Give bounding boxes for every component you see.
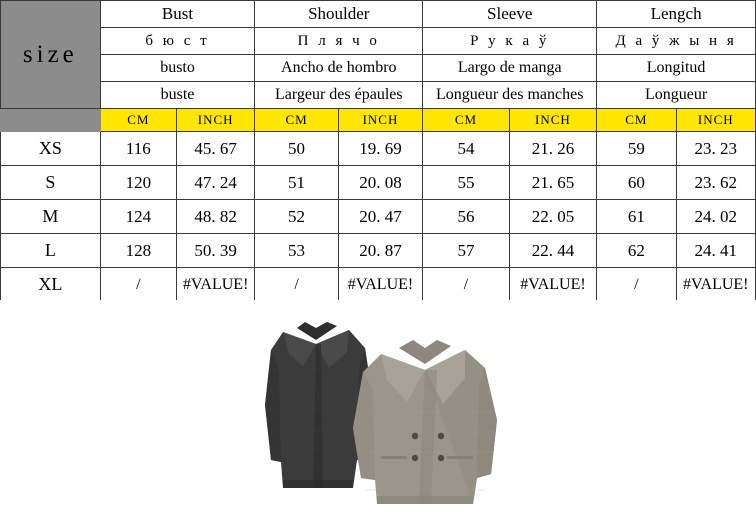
- table-row: [1, 268, 756, 302]
- column-header-sleeve-es: Largo de manga: [423, 55, 597, 82]
- cell-s-sleeve-inch: 21. 65: [509, 166, 597, 200]
- cell-xl-shoulder-inch: #VALUE!: [338, 268, 422, 302]
- column-header-shoulder-es: Ancho de hombro: [255, 55, 423, 82]
- table-row: [1, 132, 756, 166]
- header-row-spanish: [1, 55, 756, 82]
- cell-m-bust-inch: 48. 82: [177, 200, 255, 234]
- cell-l-length-inch: 24. 41: [676, 234, 755, 268]
- unit-bust-cm: CM: [100, 109, 176, 132]
- cell-l-shoulder-inch: 20. 87: [338, 234, 422, 268]
- size-label-cell: size: [1, 1, 101, 109]
- cell-m-bust-cm: 124: [100, 200, 176, 234]
- cell-m-shoulder-inch: 20. 47: [338, 200, 422, 234]
- unit-row-spacer: [1, 109, 101, 132]
- unit-bust-inch: INCH: [177, 109, 255, 132]
- cell-s-bust-inch: 47. 24: [177, 166, 255, 200]
- cell-xs-bust-cm: 116: [100, 132, 176, 166]
- cell-s-length-inch: 23. 62: [676, 166, 755, 200]
- cell-l-sleeve-cm: 57: [423, 234, 509, 268]
- column-header-bust-es: busto: [100, 55, 255, 82]
- column-header-length-en: Lengch: [597, 1, 756, 28]
- unit-shoulder-cm: CM: [255, 109, 338, 132]
- cell-xl-sleeve-inch: #VALUE!: [509, 268, 597, 302]
- cell-l-sleeve-inch: 22. 44: [509, 234, 597, 268]
- unit-sleeve-cm: CM: [423, 109, 509, 132]
- cell-s-bust-cm: 120: [100, 166, 176, 200]
- unit-sleeve-inch: INCH: [509, 109, 597, 132]
- column-header-length-ru: Д а ў ж ы н я: [597, 28, 756, 55]
- cell-l-shoulder-cm: 53: [255, 234, 338, 268]
- cell-xs-shoulder-inch: 19. 69: [338, 132, 422, 166]
- cell-xl-bust-inch: #VALUE!: [177, 268, 255, 302]
- coat-light-image: [345, 328, 505, 518]
- column-header-shoulder-ru: П л я ч о: [255, 28, 423, 55]
- cell-s-shoulder-cm: 51: [255, 166, 338, 200]
- cell-l-bust-inch: 50. 39: [177, 234, 255, 268]
- cell-xs-shoulder-cm: 50: [255, 132, 338, 166]
- cell-l-length-cm: 62: [597, 234, 676, 268]
- cell-m-sleeve-inch: 22. 05: [509, 200, 597, 234]
- column-header-sleeve-en: Sleeve: [423, 1, 597, 28]
- cell-l-bust-cm: 128: [100, 234, 176, 268]
- row-size-s: S: [1, 166, 101, 200]
- column-header-length-fr: Longueur: [597, 82, 756, 109]
- cell-xs-sleeve-cm: 54: [423, 132, 509, 166]
- cell-m-shoulder-cm: 52: [255, 200, 338, 234]
- cell-s-sleeve-cm: 55: [423, 166, 509, 200]
- unit-shoulder-inch: INCH: [338, 109, 422, 132]
- column-header-sleeve-ru: Р у к а ў: [423, 28, 597, 55]
- row-size-xl: XL: [1, 268, 101, 302]
- row-size-m: M: [1, 200, 101, 234]
- cell-s-length-cm: 60: [597, 166, 676, 200]
- cell-xl-shoulder-cm: /: [255, 268, 338, 302]
- header-row-english: [1, 1, 756, 28]
- cell-xl-length-cm: /: [597, 268, 676, 302]
- cell-s-shoulder-inch: 20. 08: [338, 166, 422, 200]
- column-header-shoulder-fr: Largeur des épaules: [255, 82, 423, 109]
- header-row-russian: [1, 28, 756, 55]
- column-header-length-es: Longitud: [597, 55, 756, 82]
- column-header-sleeve-fr: Longueur des manches: [423, 82, 597, 109]
- cell-xl-bust-cm: /: [100, 268, 176, 302]
- cell-xs-bust-inch: 45. 67: [177, 132, 255, 166]
- table-row: [1, 234, 756, 268]
- table-row: [1, 166, 756, 200]
- row-size-xs: XS: [1, 132, 101, 166]
- table-row: [1, 200, 756, 234]
- column-header-shoulder-en: Shoulder: [255, 1, 423, 28]
- cell-xl-sleeve-cm: /: [423, 268, 509, 302]
- product-photo-area: [0, 300, 756, 519]
- cell-m-sleeve-cm: 56: [423, 200, 509, 234]
- cell-xs-length-inch: 23. 23: [676, 132, 755, 166]
- unit-row: [1, 109, 756, 132]
- cell-xs-sleeve-inch: 21. 26: [509, 132, 597, 166]
- column-header-bust-ru: б ю с т: [100, 28, 255, 55]
- cell-m-length-inch: 24. 02: [676, 200, 755, 234]
- header-row-french: [1, 82, 756, 109]
- unit-length-inch: INCH: [676, 109, 755, 132]
- cell-xs-length-cm: 59: [597, 132, 676, 166]
- row-size-l: L: [1, 234, 101, 268]
- column-header-bust-fr: buste: [100, 82, 255, 109]
- cell-m-length-cm: 61: [597, 200, 676, 234]
- unit-length-cm: CM: [597, 109, 676, 132]
- column-header-bust-en: Bust: [100, 1, 255, 28]
- cell-xl-length-inch: #VALUE!: [676, 268, 755, 302]
